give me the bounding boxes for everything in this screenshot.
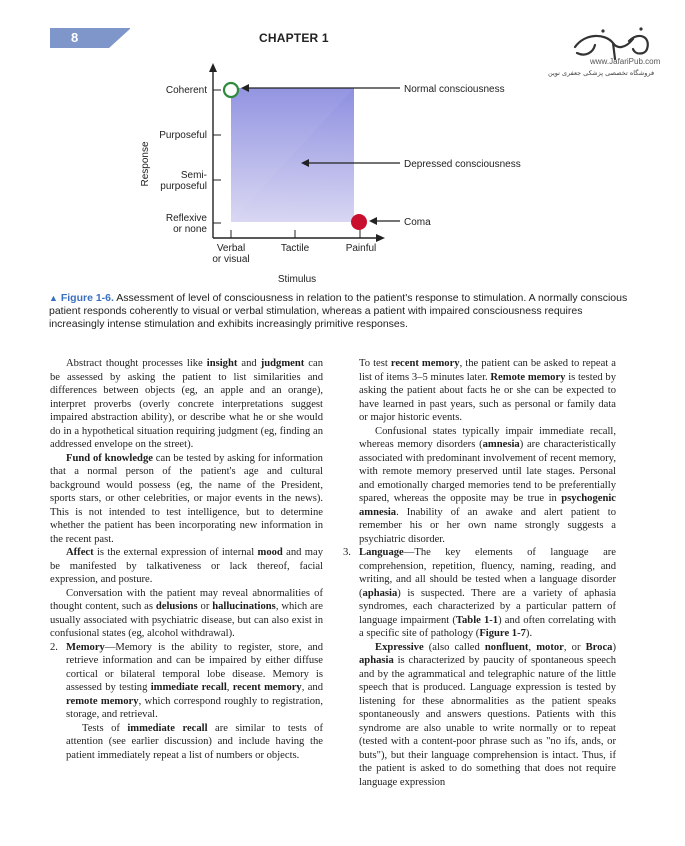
- left-column: [50, 357, 323, 762]
- figure-consciousness-diagram: [0, 60, 685, 290]
- coma-marker: [351, 214, 367, 230]
- label-normal-consciousness: Normal consciousness: [404, 84, 505, 95]
- paragraph-conversation: Conversation with the patient may reveal abnormalities of thought content, such as delusions or hallucinations, which are usually associated with psychiatric disease, but can also exist in confusional states (eg, alcohol withdrawal).: [50, 587, 323, 639]
- caption-text: Assessment of level of consciousness in relation to the patient's response to stimulation. A normally conscious patient responds coherently to visual or verbal stimulation, whereas a patient with impaired consciousness requires increasingly intense stimulation and exhibits increasingly primitive responses.: [49, 292, 628, 330]
- x-tick-verbal: Verbal: [216, 243, 246, 254]
- y-tick-reflexive-2: or none: [173, 224, 207, 235]
- x-tick-verbal-2: or visual: [212, 254, 250, 265]
- y-axis-label: Response: [140, 141, 151, 187]
- caption-triangle-icon: ▲: [49, 293, 58, 303]
- watermark-url: www.JafariPub.com: [590, 57, 661, 66]
- list-item-language: 3. Language—The key elements of language are comprehension, repetition, fluency, naming, reading, and writing, and all should be tested when a language disorder (aphasia) is suspected. There are a variety of aphasia syndromes, each characterized by a particular pattern of language impairment (Table 1-1) and often correlating with a specific site of pathology (Figure 1-7).: [343, 547, 617, 639]
- paragraph-fund-of-knowledge: Fund of knowledge can be tested by asking for information that a normal person of the patient's age and cultural background would possess (eg, the name of the President, sports stars, or other celebrities, or major events in the news). This is not intended to test intelligence, but to determine whether the patient has been incorporating new information in the recent past.: [50, 452, 323, 545]
- paragraph-confusional-states: Confusional states typically impair immediate recall, whereas memory disorders (amnesia) are characteristically associated with predominant involvement of recent memory, with remote memory preserved until late stages. Personal and emotionally charged memories tend to be preferentially spared, whereas the opposite may be true in psychogenic amnesia. Inability of an awake and alert patient to remember his or her own name strongly suggests a psychiatric disorder.: [359, 425, 616, 545]
- x-axis-label: Stimulus: [277, 274, 317, 285]
- x-axis-arrow: [376, 234, 385, 242]
- x-tick-tactile: Tactile: [280, 243, 310, 254]
- y-tick-reflexive: Reflexive: [165, 213, 207, 224]
- y-axis-arrow: [209, 63, 217, 72]
- y-tick-purposeful: Purposeful: [159, 130, 207, 141]
- label-depressed-consciousness: Depressed consciousness: [404, 159, 521, 170]
- normal-marker: [224, 83, 238, 97]
- page-number: 8: [71, 30, 79, 45]
- caption-label: Figure 1-6.: [60, 292, 114, 304]
- x-tick-painful: Painful: [345, 243, 377, 254]
- paragraph-recent-memory: To test recent memory, the patient can be asked to repeat a list of items 3–5 minutes later. Remote memory is tested by asking the patient about facts he or she can be expected to have learned in past years, such as personal or family data or major historic events.: [359, 358, 617, 423]
- label-coma: Coma: [404, 217, 431, 228]
- impairment-region-box: [231, 88, 354, 222]
- y-tick-semi: Semi-: [180, 170, 207, 181]
- paragraph-affect: Affect is the external expression of internal mood and may be manifested by talkativeness or lack thereof, facial expression, and posture.: [50, 547, 323, 585]
- y-tick-coherent: Coherent: [165, 85, 207, 96]
- chapter-title: CHAPTER 1: [259, 31, 329, 45]
- list-item-memory: 2. Memory—Memory is the ability to register, store, and retrieve information and can be impaired by either diffuse cortical or bilateral temporal lobe disease. Memory is assessed by testing immediate recall, recent memory, and remote memory, which correspond roughly to registration, storage, and retrieval.: [50, 641, 323, 720]
- watermark-persian: فروشگاه تخصصی پزشکی جعفری نوین: [548, 69, 655, 77]
- right-column: [343, 357, 616, 789]
- paragraph-immediate-recall: Tests of immediate recall are similar to tests of attention (see earlier discussion) and include having the patient immediately repeat a list of numbers or objects.: [66, 722, 324, 761]
- paragraph-expressive-aphasia: Expressive (also called nonfluent, motor, or Broca) aphasia is characterized by paucity of spontaneous speech and by the agrammatical and telegraphic nature of the little speech that is produced. Language expression is tested by listening for these abnormalities as the patient speaks spontaneously and answers questions. Patients with this syndrome are also unable to write normally or to repeat (tested with a content-poor phrase such as "no ifs, ands, or buts"), but their language comprehension is intact. Thus, if the patient is asked to do something that does not require language expression: [359, 641, 616, 788]
- paragraph-abstract-thought: Abstract thought processes like insight and judgment can be assessed by asking the patient to list similarities and differences between objects (eg, an apple and an orange), interpret proverbs (overly concrete interpretations suggest impaired abstraction ability), or describe what he or she would do in a hypothetical situation requiring judgment (eg, finding an addressed envelope on the street).: [50, 358, 323, 450]
- figure-caption: [49, 292, 629, 331]
- page-tab: [50, 28, 130, 48]
- y-tick-semi-2: purposeful: [160, 181, 207, 192]
